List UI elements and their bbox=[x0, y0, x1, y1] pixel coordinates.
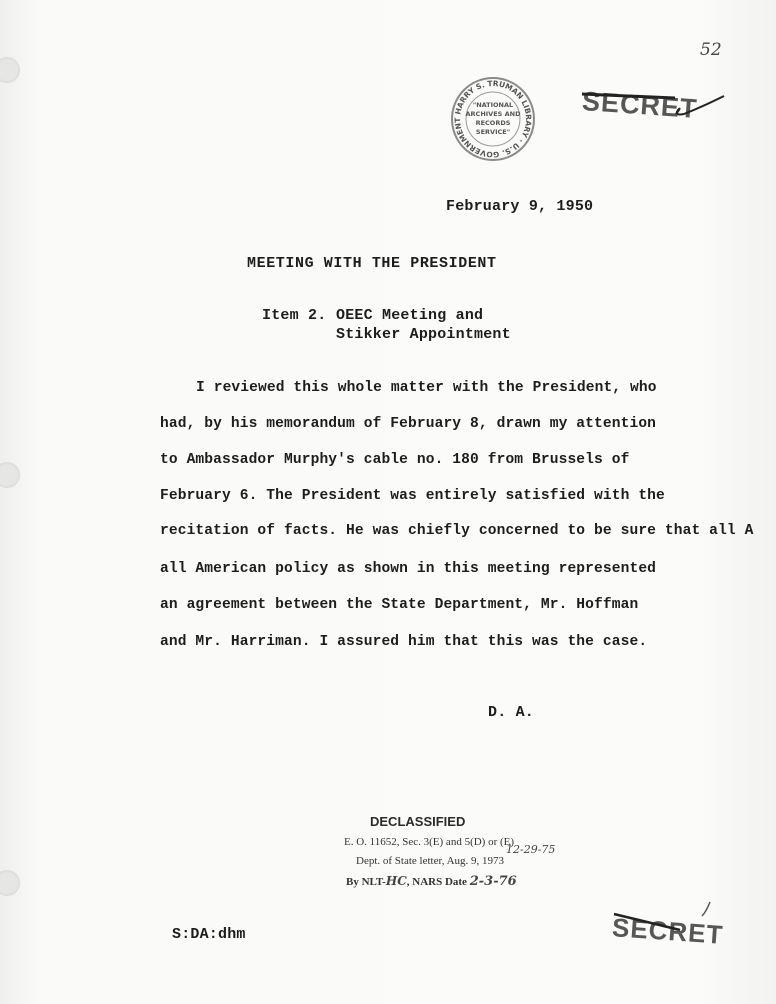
item-subject-line1: OEEC Meeting and bbox=[336, 307, 484, 324]
reviewer-prefix: By NLT- bbox=[346, 876, 386, 888]
body-line: February 6. The President was entirely satisfied with the bbox=[160, 488, 665, 504]
declassification-handwritten-date: 12-29-75 bbox=[506, 843, 556, 856]
body-line: had, by his memorandum of February 8, drawn my attention bbox=[160, 416, 657, 432]
body-line: an agreement between the State Department, Mr. Hoffman bbox=[160, 597, 639, 613]
stamp-line: SERVICE" bbox=[475, 128, 511, 136]
nars-date-label: , NARS Date bbox=[406, 876, 467, 888]
declassified-heading: DECLASSIFIED bbox=[370, 814, 466, 829]
reviewer-initials: HC bbox=[385, 874, 407, 888]
stamp-line: ARCHIVES AND bbox=[465, 110, 521, 118]
signature-initials: D. A. bbox=[488, 704, 535, 721]
item-number: Item 2. bbox=[262, 307, 327, 324]
secret-stamp-bottom: SECRET bbox=[611, 912, 725, 950]
nars-date: 2-3-76 bbox=[469, 874, 517, 889]
declassification-reviewer-line bbox=[346, 874, 517, 889]
memo-title: MEETING WITH THE PRESIDENT bbox=[247, 255, 497, 272]
item-subject-line2: Stikker Appointment bbox=[336, 326, 511, 343]
archive-stamp bbox=[450, 76, 536, 162]
body-line: all American policy as shown in this meeting represented bbox=[160, 561, 657, 577]
stamp-line: "NATIONAL bbox=[472, 101, 514, 109]
body-line: and Mr. Harriman. I assured him that this was the case. bbox=[160, 634, 648, 650]
strike-mark bbox=[580, 86, 730, 126]
secret-stamp-top: SECRET bbox=[581, 86, 699, 124]
body-line: to Ambassador Murphy's cable no. 180 from Brussels of bbox=[160, 452, 630, 468]
declassification-authority: E. O. 11652, Sec. 3(E) and 5(D) or (E) bbox=[344, 836, 515, 848]
punch-hole bbox=[0, 870, 20, 896]
stamp-ring-text: HARRY S. TRUMAN LIBRARY · U.S. GOVERNMENT bbox=[452, 78, 534, 160]
body-line: recitation of facts. He was chiefly concerned to be sure that all A bbox=[160, 523, 754, 539]
punch-hole bbox=[0, 57, 20, 83]
page-number: 52 bbox=[700, 40, 722, 60]
strike-mark bbox=[610, 900, 720, 950]
memo-date: February 9, 1950 bbox=[446, 198, 594, 215]
punch-hole bbox=[0, 462, 20, 488]
declassification-letter: Dept. of State letter, Aug. 9, 1973 bbox=[356, 855, 505, 867]
stamp-line: RECORDS bbox=[475, 119, 511, 127]
reference-initials: S:DA:dhm bbox=[172, 926, 246, 943]
body-line: I reviewed this whole matter with the President, who bbox=[196, 380, 657, 396]
